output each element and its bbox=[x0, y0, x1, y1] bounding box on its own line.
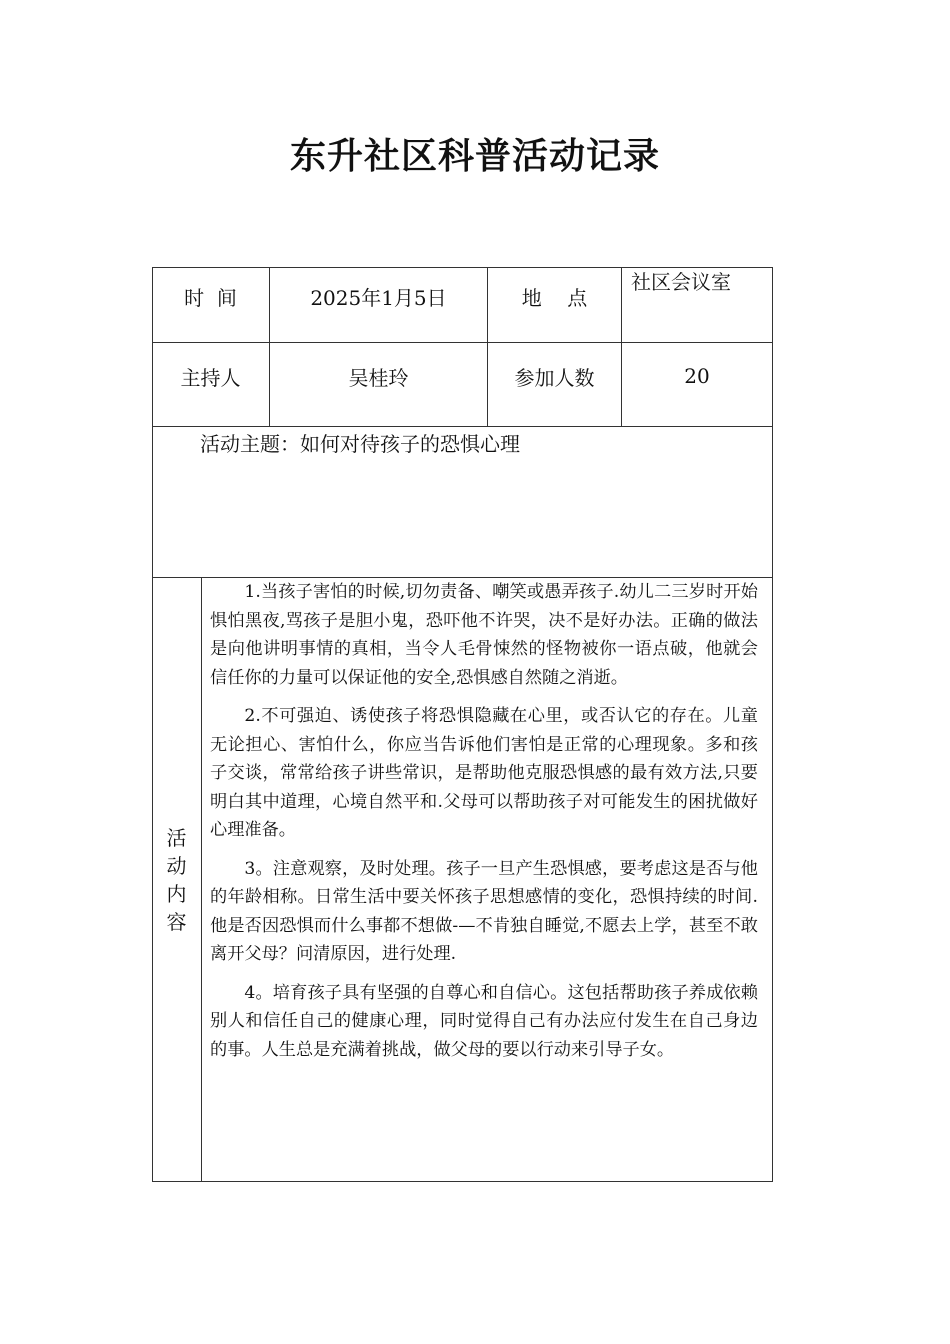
content-label-char: 动 bbox=[166, 854, 187, 878]
content-label-char: 容 bbox=[166, 910, 187, 934]
attendees-value: 20 bbox=[684, 364, 710, 388]
activity-theme: 活动主题：如何对待孩子的恐惧心理 bbox=[200, 432, 520, 456]
content-paragraph: 4。培育孩子具有坚强的自尊心和自信心。这包括帮助孩子养成依赖别人和信任自己的健康心理，同时觉得自己有办法应付发生在自己身边的事。人生总是充满着挑战，做父母的要以行动来引导子女。 bbox=[210, 982, 758, 1060]
time-value: 2025年1月5日 bbox=[310, 285, 447, 310]
content-label-char: 内 bbox=[166, 882, 187, 906]
content-paragraph: 1.当孩子害怕的时候,切勿责备、嘲笑或愚弄孩子.幼儿二三岁时开始惧怕黑夜,骂孩子是胆小鬼，恐吓他不许哭，决不是好办法。正确的做法是向他讲明事情的真相，当令人毛骨悚然的怪物被你一语点破，他就会信任你的力量可以保证他的安全,恐惧感自然随之消逝。 bbox=[210, 582, 758, 688]
content-label-char: 活 bbox=[166, 826, 187, 850]
place-label: 地 点 bbox=[521, 285, 588, 310]
host-value: 吴桂玲 bbox=[348, 365, 409, 390]
column-divider bbox=[201, 577, 202, 1182]
content-label bbox=[152, 578, 201, 1182]
content-paragraph: 2.不可强迫、诱使孩子将恐惧隐藏在心里，或否认它的存在。儿童无论担心、害怕什么，你应当告诉他们害怕是正常的心理现象。多和孩子交谈，常常给孩子讲些常识，是帮助他克服恐惧感的最有效方法,只要明白其中道理，心境自然平和.父母可以帮助孩子对可能发生的困扰做好心理准备。 bbox=[210, 706, 758, 840]
document-title: 东升社区科普活动记录 bbox=[289, 136, 660, 177]
table-border-bottom bbox=[152, 1181, 773, 1182]
time-label: 时 间 bbox=[184, 285, 237, 310]
place-value: 社区会议室 bbox=[631, 270, 731, 294]
content-paragraph: 3。注意观察，及时处理。孩子一旦产生恐惧感，要考虑这是否与他的年龄相称。日常生活中要关怀孩子思想感情的变化，恐惧持续的时间.他是否因恐惧而什么事都不想做-—不肯独自睡觉,不愿去上学，甚至不敢离开父母？问清原因，进行处理. bbox=[210, 858, 758, 964]
table-border-right bbox=[772, 267, 773, 1182]
row-divider bbox=[152, 426, 773, 427]
host-label: 主持人 bbox=[180, 365, 241, 390]
attendees-label: 参加人数 bbox=[514, 365, 595, 390]
activity-content bbox=[210, 578, 758, 1074]
